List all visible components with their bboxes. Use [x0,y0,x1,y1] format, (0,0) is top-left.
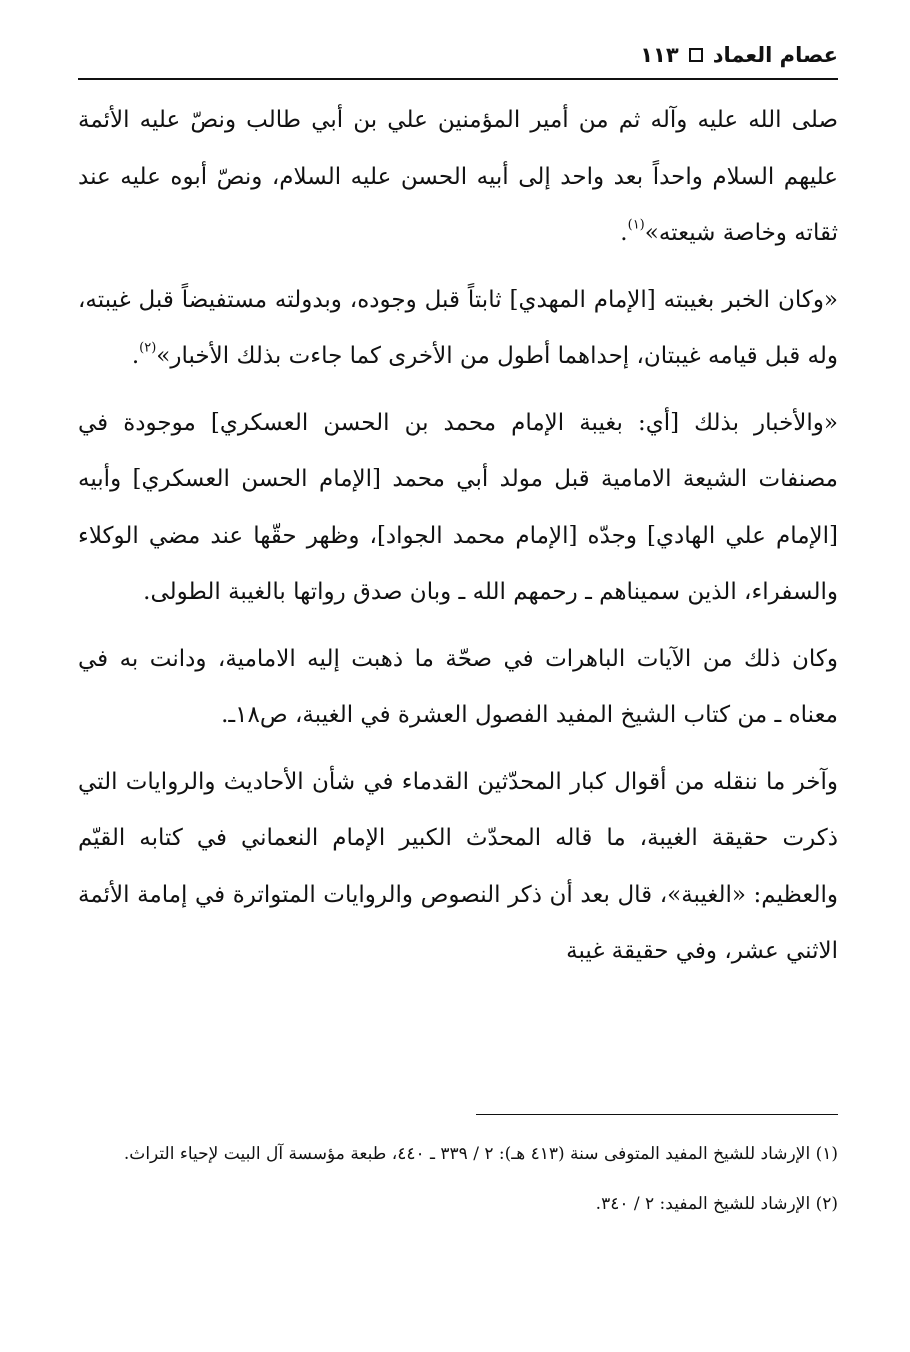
footnote-marker: (١) [627,217,645,233]
paragraph [78,754,838,980]
footnotes [78,1136,838,1222]
paragraph [78,272,838,385]
paragraph [78,631,838,744]
running-head [78,38,838,72]
page-number: ١١٣ [640,43,679,67]
running-head-title: عصام العماد [712,43,838,67]
square-ornament-icon [689,48,703,62]
paragraph-text: صلى الله عليه وآله ثم من أمير المؤمنين علي بن أبي طالب ونصّ عليه الأئمة عليهم السلام واحداً بعد واحد إلى أبيه الحسن عليه السلام، ونصّ أبوه عليه عند ثقاته وخاصة شيعته» [78,107,838,246]
footnote-divider [476,1114,838,1115]
paragraph [78,92,838,262]
paragraph-text: وكان ذلك من الآيات الباهرات في صحّة ما ذهبت إليه الامامية، ودانت به في معناه ـ من كتاب الشيخ المفيد الفصول العشرة في الغيبة، ص١٨ـ. [78,645,838,728]
paragraph-text: وآخر ما ننقله من أقوال كبار المحدّثين القدماء في شأن الأحاديث والروايات التي ذكرت حقيقة الغيبة، ما قاله المحدّث الكبير الإمام النعماني في كتابه القيّم والعظيم: «الغيبة»، قال بعد أن ذكر النصوص والروايات المتواترة في إمامة الأئمة الاثني عشر، وفي حقيقة غيبة [78,768,838,964]
footnote: (٢) الإرشاد للشيخ المفيد: ٢ / ٣٤٠. [595,1194,838,1214]
main-text [78,92,838,980]
paragraph-text: «والأخبار بذلك [أي: بغيبة الإمام محمد بن الحسن العسكري] موجودة في مصنفات الشيعة الامامية قبل مولد أبي محمد [الإمام الحسن العسكري] وأبيه [الإمام علي الهادي] وجدّه [الإمام محمد الجواد]، وظهر حقّها عند مضي الوكلاء والسفراء، الذين سميناهم ـ رحمهم الله ـ وبان صدق رواتها بالغيبة الطولى. [78,409,838,605]
header-divider [78,78,838,80]
paragraph-end: . [131,343,140,369]
paragraph-text: «وكان الخبر بغيبته [الإمام المهدي] ثابتاً قبل وجوده، وبدولته مستفيضاً قبل غيبته، وله قبل قيامه غيبتان، إحداهما أطول من الأخرى كما جاءت بذلك الأخبار» [78,286,838,369]
book-page [78,38,838,1328]
footnote-marker: (٢) [139,340,157,356]
paragraph-end: . [620,220,628,246]
footnote: (١) الإرشاد للشيخ المفيد المتوفى سنة (٤١٣ هـ): ٢ / ٣٣٩ ـ ٤٤٠، طبعة مؤسسة آل البيت لإحياء التراث. [123,1144,838,1164]
paragraph [78,395,838,621]
